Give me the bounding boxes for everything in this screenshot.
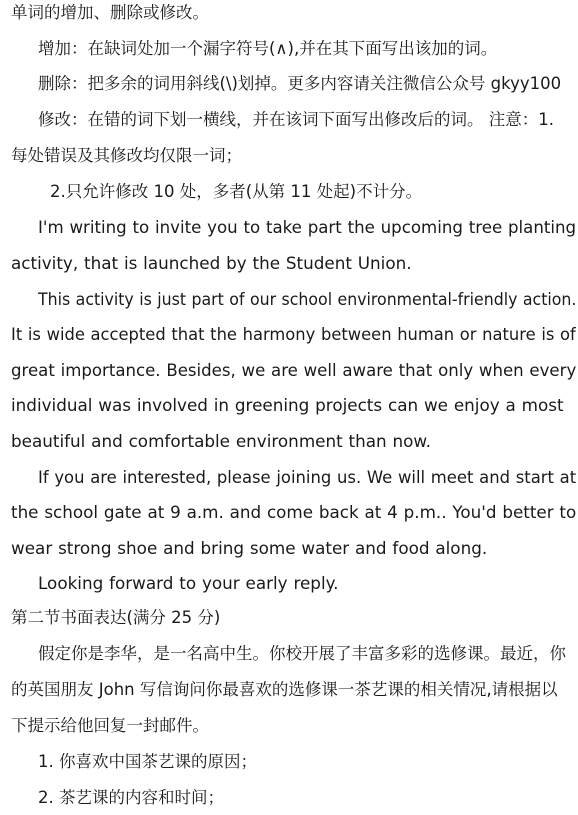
- section-2-intro-line-2: 的英国朋友 John 写信询问你最喜欢的选修课一茶艺课的相关情况,请根据以: [11, 680, 558, 699]
- passage-paragraph-3-line-2: the school gate at 9 a.m. and come back at 4 p.m.. You'd better to: [11, 502, 577, 522]
- section-2-point-2: 2. 茶艺课的内容和时间；: [38, 788, 224, 807]
- instruction-delete: 删除：把多余的词用斜线(\)划掉。更多内容请关注微信公众号 gkyy100: [38, 74, 562, 93]
- section-2-intro-line-3: 下提示给他回复一封邮件。: [11, 716, 209, 735]
- passage-paragraph-2-line-5: beautiful and comfortable environment than now.: [11, 431, 431, 451]
- instruction-modify-continued: 每处错误及其修改均仅限一词；: [11, 146, 242, 165]
- section-2-point-1: 1. 你喜欢中国茶艺课的原因；: [38, 752, 257, 771]
- instruction-add: 增加：在缺词处加一个漏字符号(∧),并在其下面写出该加的词。: [38, 39, 498, 58]
- instruction-note-2: 2.只允许修改 10 处，多者(从第 11 处起)不计分。: [50, 182, 423, 201]
- passage-paragraph-2-line-2: It is wide accepted that the harmony between human or nature is of: [11, 324, 576, 344]
- section-2-intro-line-1: 假定你是李华，是一名高中生。你校开展了丰富多彩的选修课。最近，你: [38, 644, 566, 663]
- passage-paragraph-2-line-4: individual was involved in greening projects can we enjoy a most: [11, 395, 564, 415]
- passage-paragraph-2-line-3: great importance. Besides, we are well aware that only when every: [11, 360, 577, 380]
- passage-paragraph-1-line-1: I'm writing to invite you to take part the upcoming tree planting: [38, 217, 577, 237]
- instruction-line-1: 单词的增加、删除或修改。: [11, 3, 209, 22]
- passage-paragraph-2-line-1: This activity is just part of our school environmental-friendly action.: [38, 289, 577, 309]
- passage-paragraph-1-line-2: activity, that is launched by the Student Union.: [11, 253, 412, 273]
- passage-paragraph-4-line-1: Looking forward to your early reply.: [38, 573, 339, 593]
- passage-paragraph-3-line-3: wear strong shoe and bring some water and food along.: [11, 538, 488, 558]
- instruction-modify: 修改：在错的词下划一横线，并在该词下面写出修改后的词。 注意：1.: [38, 110, 554, 129]
- section-2-heading: 第二节书面表达(满分 25 分): [11, 608, 221, 627]
- passage-paragraph-3-line-1: If you are interested, please joining us. We will meet and start at: [38, 467, 577, 487]
